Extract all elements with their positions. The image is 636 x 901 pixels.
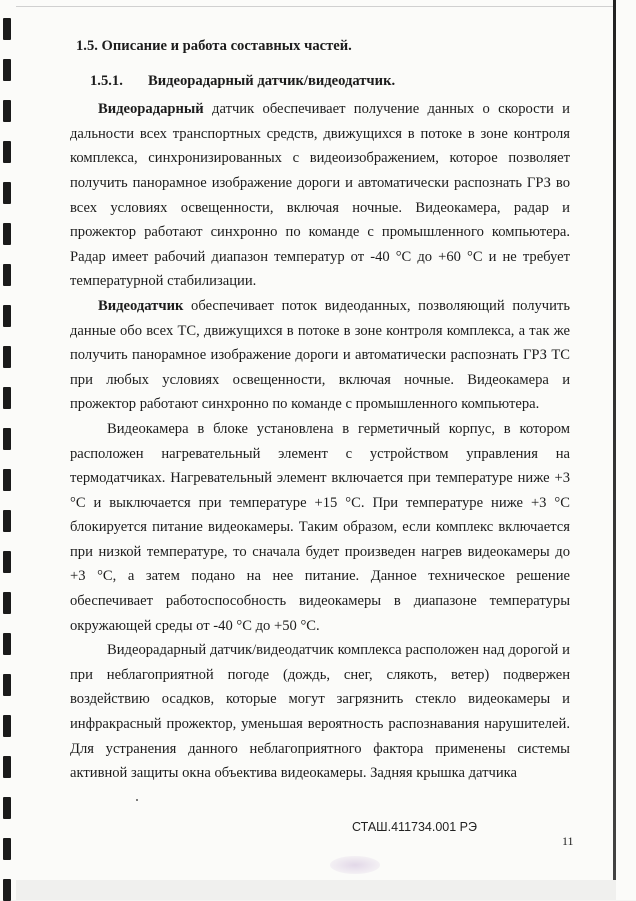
binding-hole	[3, 223, 11, 245]
page-top-edge	[16, 6, 616, 7]
binding-hole	[3, 879, 11, 901]
binding-hole	[3, 387, 11, 409]
binding-hole	[3, 797, 11, 819]
binding-hole	[3, 18, 11, 40]
paragraph-text: Видеорадарный датчик/видеодатчик комплекса расположен над дорогой и при неблагоприятной погоде (дождь, снег, слякоть, ветер) подвержен воздействию осадков, которые могут загрязнить стекло видеокамеры и инфракрасный прожектор, уменьшая вероятность распознавания нарушителей. Для устранения данного неблагоприятного фактора применены системы активной защиты окна объектива видеокамеры. Задняя крышка датчика	[70, 642, 570, 782]
paragraph-heating	[70, 417, 570, 638]
binding-hole	[3, 469, 11, 491]
paragraph-video-sensor	[70, 294, 570, 417]
paragraph-lead: Видеорадарный	[98, 101, 204, 118]
binding-hole	[3, 100, 11, 122]
paragraph-text: датчик обеспечивает получение данных о скорости и дальности всех транспортных средств, движущихся в потоке в зоне контроля комплекса, синхронизированных с видеоизображением, которое позволяет получить панорамное изображение дороги и автоматически распознать ГРЗ во всех условиях освещенности, включая ночные. Видеокамера, радар и прожектор работают синхронно по команде с промышленного компьютера. Радар имеет рабочий диапазон температур от -40 °С до +60 °С и не требует температурной стабилизации.	[70, 101, 570, 290]
binding-hole	[3, 182, 11, 204]
binding-hole	[3, 510, 11, 532]
binding-hole	[3, 674, 11, 696]
scan-speck	[136, 799, 138, 801]
binding-hole	[3, 715, 11, 737]
subsection-heading	[90, 69, 570, 94]
binding-hole	[3, 756, 11, 778]
binding-hole	[3, 633, 11, 655]
spiral-binding	[0, 0, 16, 900]
subsection-number: 1.5.1.	[90, 72, 123, 89]
binding-hole	[3, 59, 11, 81]
binding-hole	[3, 141, 11, 163]
binding-hole	[3, 305, 11, 327]
paragraph-video-radar	[70, 97, 570, 294]
binding-hole	[3, 592, 11, 614]
page-bottom-edge	[16, 880, 616, 900]
paragraph-lead: Видеодатчик	[98, 297, 184, 314]
section-heading: 1.5. Описание и работа составных частей.	[76, 38, 352, 54]
page-number: 11	[562, 834, 574, 848]
document-code: СТАШ.411734.001 РЭ	[352, 820, 478, 834]
paragraph-text: Видеокамера в блоке установлена в герметичный корпус, в котором расположен нагревательный элемент с устройством управления на термодатчиках. Нагревательный элемент включается при температуре ниже +3 °С и выключается при температуре +15 °С. При температуре ниже +3 °С блокируется питание видеокамеры. Таким образом, если комплекс включается при низкой температуре, то сначала будет произведен нагрев видеокамеры до +3 °С, а затем подано на нее питание. Данное техническое решение обеспечивает работоспособность видеокамеры в диапазоне температуры окружающей среды от -40 °С до +50 °С.	[70, 420, 570, 634]
page-content	[70, 34, 570, 786]
paragraph-text: обеспечивает поток видеоданных, позволяющий получить данные обо всех ТС, движущихся в потоке в зоне контроля комплекса, а так же получить панорамное изображение дороги и автоматически распознать ГРЗ ТС при любых условиях освещенности, включая ночные. Видеокамера и прожектор работают синхронно по команде с промышленного компьютера.	[70, 297, 570, 413]
binding-hole	[3, 428, 11, 450]
binding-hole	[3, 838, 11, 860]
stamp-smudge	[330, 856, 380, 874]
binding-hole	[3, 551, 11, 573]
paragraph-protection	[70, 638, 570, 786]
page-right-edge	[613, 0, 616, 900]
subsection-title: Видеорадарный датчик/видеодатчик.	[148, 72, 396, 89]
binding-hole	[3, 346, 11, 368]
binding-hole	[3, 264, 11, 286]
